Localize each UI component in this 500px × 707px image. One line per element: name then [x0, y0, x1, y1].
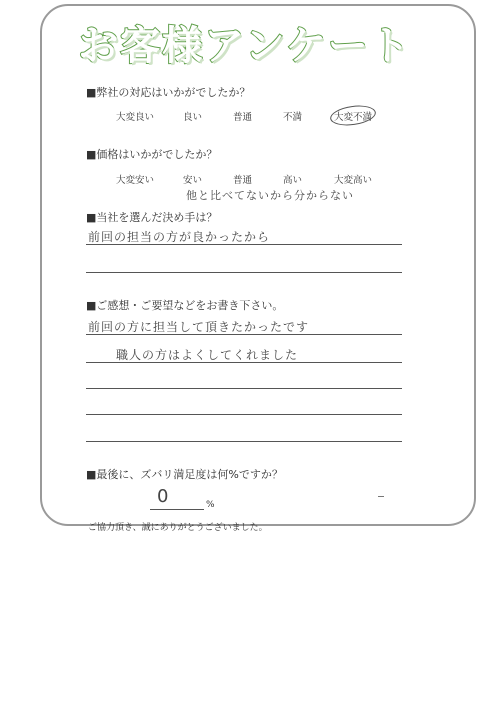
percent-unit: %	[206, 500, 215, 510]
service-option-very-dissatisfied[interactable]: 大変不満	[334, 112, 373, 123]
answer-line	[86, 244, 402, 245]
question-service: ■弊社の対応はいかがでしたか？	[86, 86, 251, 99]
answer-line	[86, 414, 402, 415]
comments-answer-line-1[interactable]: 前回の方に担当して頂きたかったです	[88, 320, 310, 334]
price-option-very-expensive[interactable]: 大変高い	[334, 175, 373, 186]
satisfaction-line	[150, 509, 204, 510]
survey-title: お客様アンケート	[78, 23, 412, 69]
service-option-good[interactable]: 良い	[183, 112, 203, 123]
answer-line	[86, 272, 402, 273]
service-option-dissatisfied[interactable]: 不満	[283, 112, 303, 123]
question-satisfaction: ■最後に、ズバリ満足度は何%ですか？	[86, 468, 283, 481]
answer-line	[86, 441, 402, 442]
price-option-normal[interactable]: 普通	[233, 175, 253, 186]
comments-answer-line-2[interactable]: 職人の方はよくしてくれました	[116, 348, 299, 362]
price-option-very-cheap[interactable]: 大変安い	[116, 175, 155, 186]
question-price: ■価格はいかがでしたか？	[86, 148, 218, 161]
price-option-cheap[interactable]: 安い	[183, 175, 203, 186]
price-handwritten-note: 他と比べてないから分からない	[186, 189, 354, 202]
service-option-very-good[interactable]: 大変良い	[116, 112, 155, 123]
deciding-factor-answer[interactable]: 前回の担当の方が良かったから	[88, 230, 271, 244]
question-deciding-factor: ■当社を選んだ決め手は？	[86, 211, 218, 224]
satisfaction-value[interactable]: 0	[157, 486, 169, 507]
answer-line	[86, 388, 402, 389]
answer-line	[86, 362, 402, 363]
stray-mark	[378, 496, 384, 497]
survey-sheet-border	[40, 4, 476, 526]
thank-you-note: ご協力頂き、誠にありがとうございました。	[88, 523, 268, 533]
service-option-normal[interactable]: 普通	[233, 112, 253, 123]
question-comments: ■ご感想・ご要望などをお書き下さい。	[86, 299, 284, 312]
answer-line	[86, 334, 402, 335]
price-option-expensive[interactable]: 高い	[283, 175, 303, 186]
